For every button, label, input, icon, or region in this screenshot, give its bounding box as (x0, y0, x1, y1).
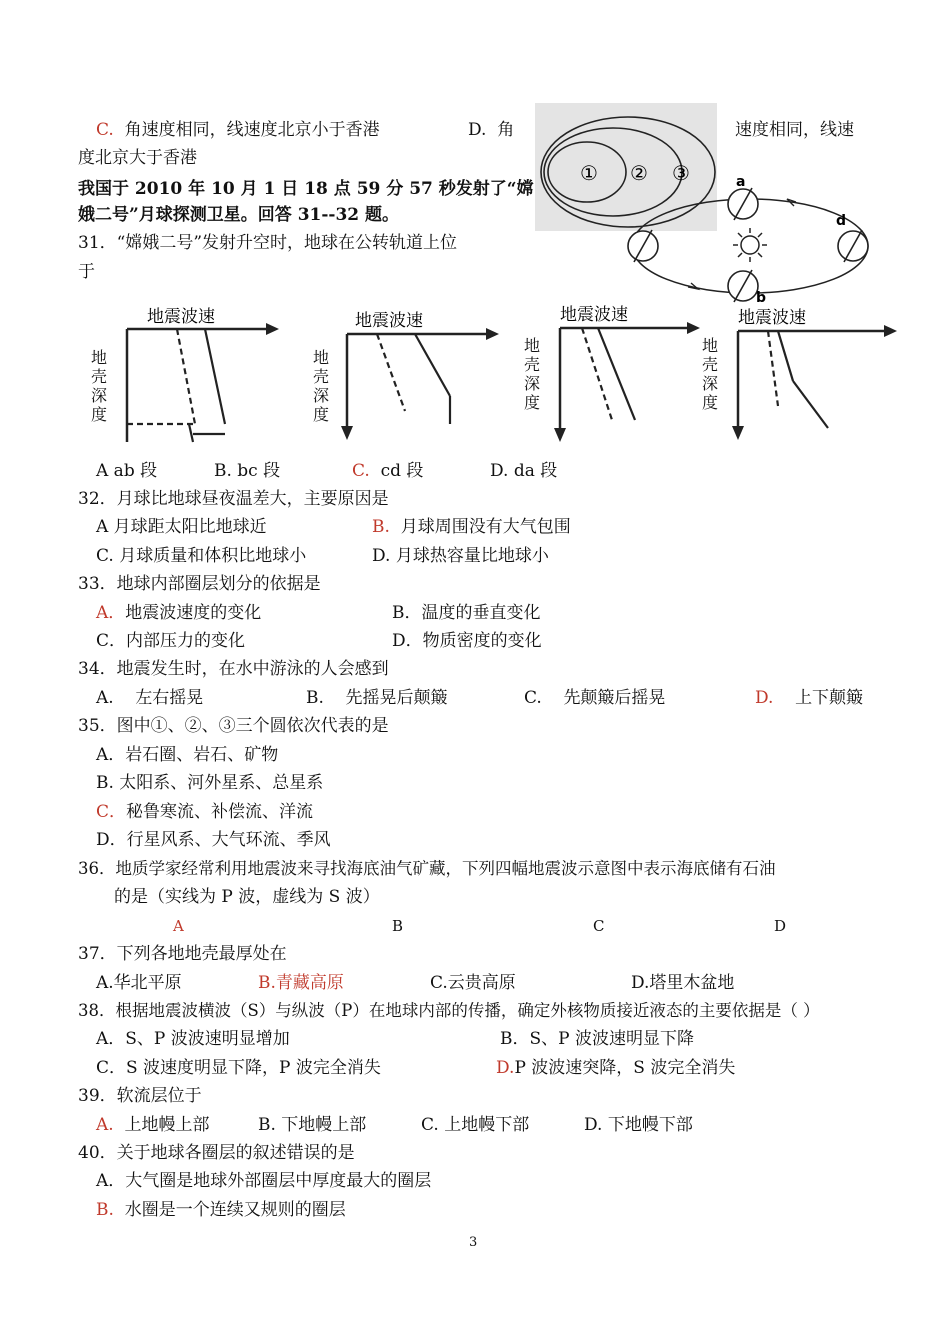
seismic-c-title: 地震波速 (560, 305, 628, 325)
q32-option-b: B. 月球周围没有大气包围 (372, 517, 571, 537)
q36-stem: 36．地质学家经常利用地震波来寻找海底油气矿藏，下列四幅地震波示意图中表示海底储有石油 (78, 859, 776, 878)
seismic-diagram-b (305, 306, 505, 446)
q38-option-d: D.P 波波速突降，S 波完全消失 (496, 1058, 736, 1078)
q33-option-b: B．温度的垂直变化 (392, 603, 541, 623)
q33-option-c: C．内部压力的变化 (96, 631, 246, 651)
q39-option-d: D. 下地幔下部 (584, 1115, 693, 1135)
orbit-label-d: d (836, 213, 847, 229)
q39-stem: 39．软流层位于 (78, 1086, 202, 1106)
q32-option-c: C. 月球质量和体积比地球小 (96, 546, 307, 566)
seismic-diagram-a (85, 302, 285, 444)
q34-option-b: B. 先摇晃后颠簸 (306, 688, 448, 708)
q35-option-a: A．岩石圈、岩石、矿物 (96, 745, 279, 765)
earth-position-d (838, 230, 868, 262)
q31-option-c: C. cd 段 (352, 461, 424, 481)
q37-stem: 37．下列各地地壳最厚处在 (78, 944, 287, 964)
seismic-d-title: 地震波速 (738, 308, 806, 328)
seismic-diagram-c (520, 302, 720, 444)
seismic-diagram-d (700, 306, 900, 446)
q34-option-a: A. 左右摇晃 (96, 688, 204, 708)
q35-option-b: B. 太阳系、河外星系、总星系 (96, 773, 324, 793)
q31-stem-cont: 于 (78, 262, 95, 282)
q30-option-d-cont2: 度北京大于香港 (78, 148, 197, 168)
q32-option-d: D. 月球热容量比地球小 (372, 546, 549, 566)
q36-label-b: B (392, 917, 404, 935)
q36-stem-cont: 的是（实线为 P 波，虚线为 S 波） (114, 887, 380, 907)
q34-option-c: C. 先颠簸后摇晃 (524, 688, 666, 708)
q36-label-d: D (774, 917, 787, 935)
q40-option-a: A．大气圈是地球外部圈层中厚度最大的圈层 (96, 1171, 432, 1191)
q30-option-d-cont: 速度相同，线速 (735, 120, 854, 140)
intro-line-2: 娥二号”月球探测卫星。回答 31--32 题。 (78, 205, 400, 225)
q30-option-d: D. 角 (468, 120, 515, 140)
seismic-b-title: 地震波速 (355, 311, 423, 331)
orbit-label-b: b (756, 290, 767, 304)
q32-option-a: A 月球距太阳比地球近 (96, 517, 267, 537)
orbit-label-a: a (736, 174, 746, 190)
earth-position-b (728, 270, 758, 302)
sun-icon (733, 228, 767, 262)
seismic-a-ylabel-text: 地壳深度 (91, 348, 108, 424)
earth-orbit-figure (618, 172, 880, 304)
q34-option-d: D. 上下颠簸 (755, 688, 864, 708)
q31-option-a: A ab 段 (96, 461, 158, 481)
q39-option-c: C. 上地幔下部 (421, 1115, 530, 1135)
circle-3-label: ③ (672, 161, 690, 185)
q35-option-c: C．秘鲁寒流、补偿流、洋流 (96, 802, 314, 822)
q40-option-b: B. 水圈是一个连续又规则的圈层 (96, 1200, 346, 1220)
circle-2-label: ② (630, 161, 648, 185)
q37-option-b: B.青藏高原 (258, 973, 344, 993)
q34-stem: 34．地震发生时，在水中游泳的人会感到 (78, 659, 389, 679)
q32-stem: 32．月球比地球昼夜温差大，主要原因是 (78, 489, 389, 509)
earth-position-a (728, 188, 758, 220)
seismic-a-title: 地震波速 (147, 307, 215, 327)
page-number: 3 (469, 1235, 478, 1250)
q35-option-d: D．行星风系、大气环流、季风 (96, 830, 331, 850)
q30-option-c: C. 角速度相同，线速度北京小于香港 (96, 120, 380, 140)
q35-stem: 35．图中①、②、③三个圆依次代表的是 (78, 716, 389, 736)
q33-stem: 33．地球内部圈层划分的依据是 (78, 574, 321, 594)
seismic-b-ylabel-text: 地壳深度 (313, 348, 330, 424)
q38-option-b: B．S、P 波波速明显下降 (500, 1029, 694, 1049)
seismic-c-ylabel-text: 地壳深度 (524, 336, 541, 412)
q38-option-c: C．S 波速度明显下降，P 波完全消失 (96, 1058, 381, 1078)
circle-1-label: ① (580, 161, 598, 185)
q31-stem: 31．“嫦娥二号”发射升空时，地球在公转轨道上位 (78, 233, 458, 253)
q39-option-a: A. 上地幔上部 (96, 1115, 210, 1135)
seismic-d-ylabel-text: 地壳深度 (702, 336, 719, 412)
q37-option-c: C.云贵高原 (430, 973, 516, 993)
q31-option-b: B. bc 段 (214, 461, 281, 481)
q37-option-a: A.华北平原 (96, 973, 182, 993)
q33-option-d: D．物质密度的变化 (392, 631, 542, 651)
q36-label-c: C (593, 917, 605, 935)
q38-option-a: A．S、P 波波速明显增加 (96, 1029, 290, 1049)
q40-stem: 40．关于地球各圈层的叙述错误的是 (78, 1143, 355, 1163)
intro-line-1: 我国于 2010 年 10 月 1 日 18 点 59 分 57 秒发射了“嫦 (78, 179, 534, 199)
q36-label-a: A (173, 917, 184, 935)
q38-stem: 38．根据地震波横波（S）与纵波（P）在地球内部的传播，确定外核物质接近液态的主要依据是（ ） (78, 1001, 820, 1020)
q37-option-d: D.塔里木盆地 (631, 973, 735, 993)
q33-option-a: A．地震波速度的变化 (96, 603, 262, 623)
q31-option-d: D. da 段 (490, 461, 558, 481)
q39-option-b: B. 下地幔上部 (258, 1115, 367, 1135)
earth-position-c (628, 230, 658, 262)
